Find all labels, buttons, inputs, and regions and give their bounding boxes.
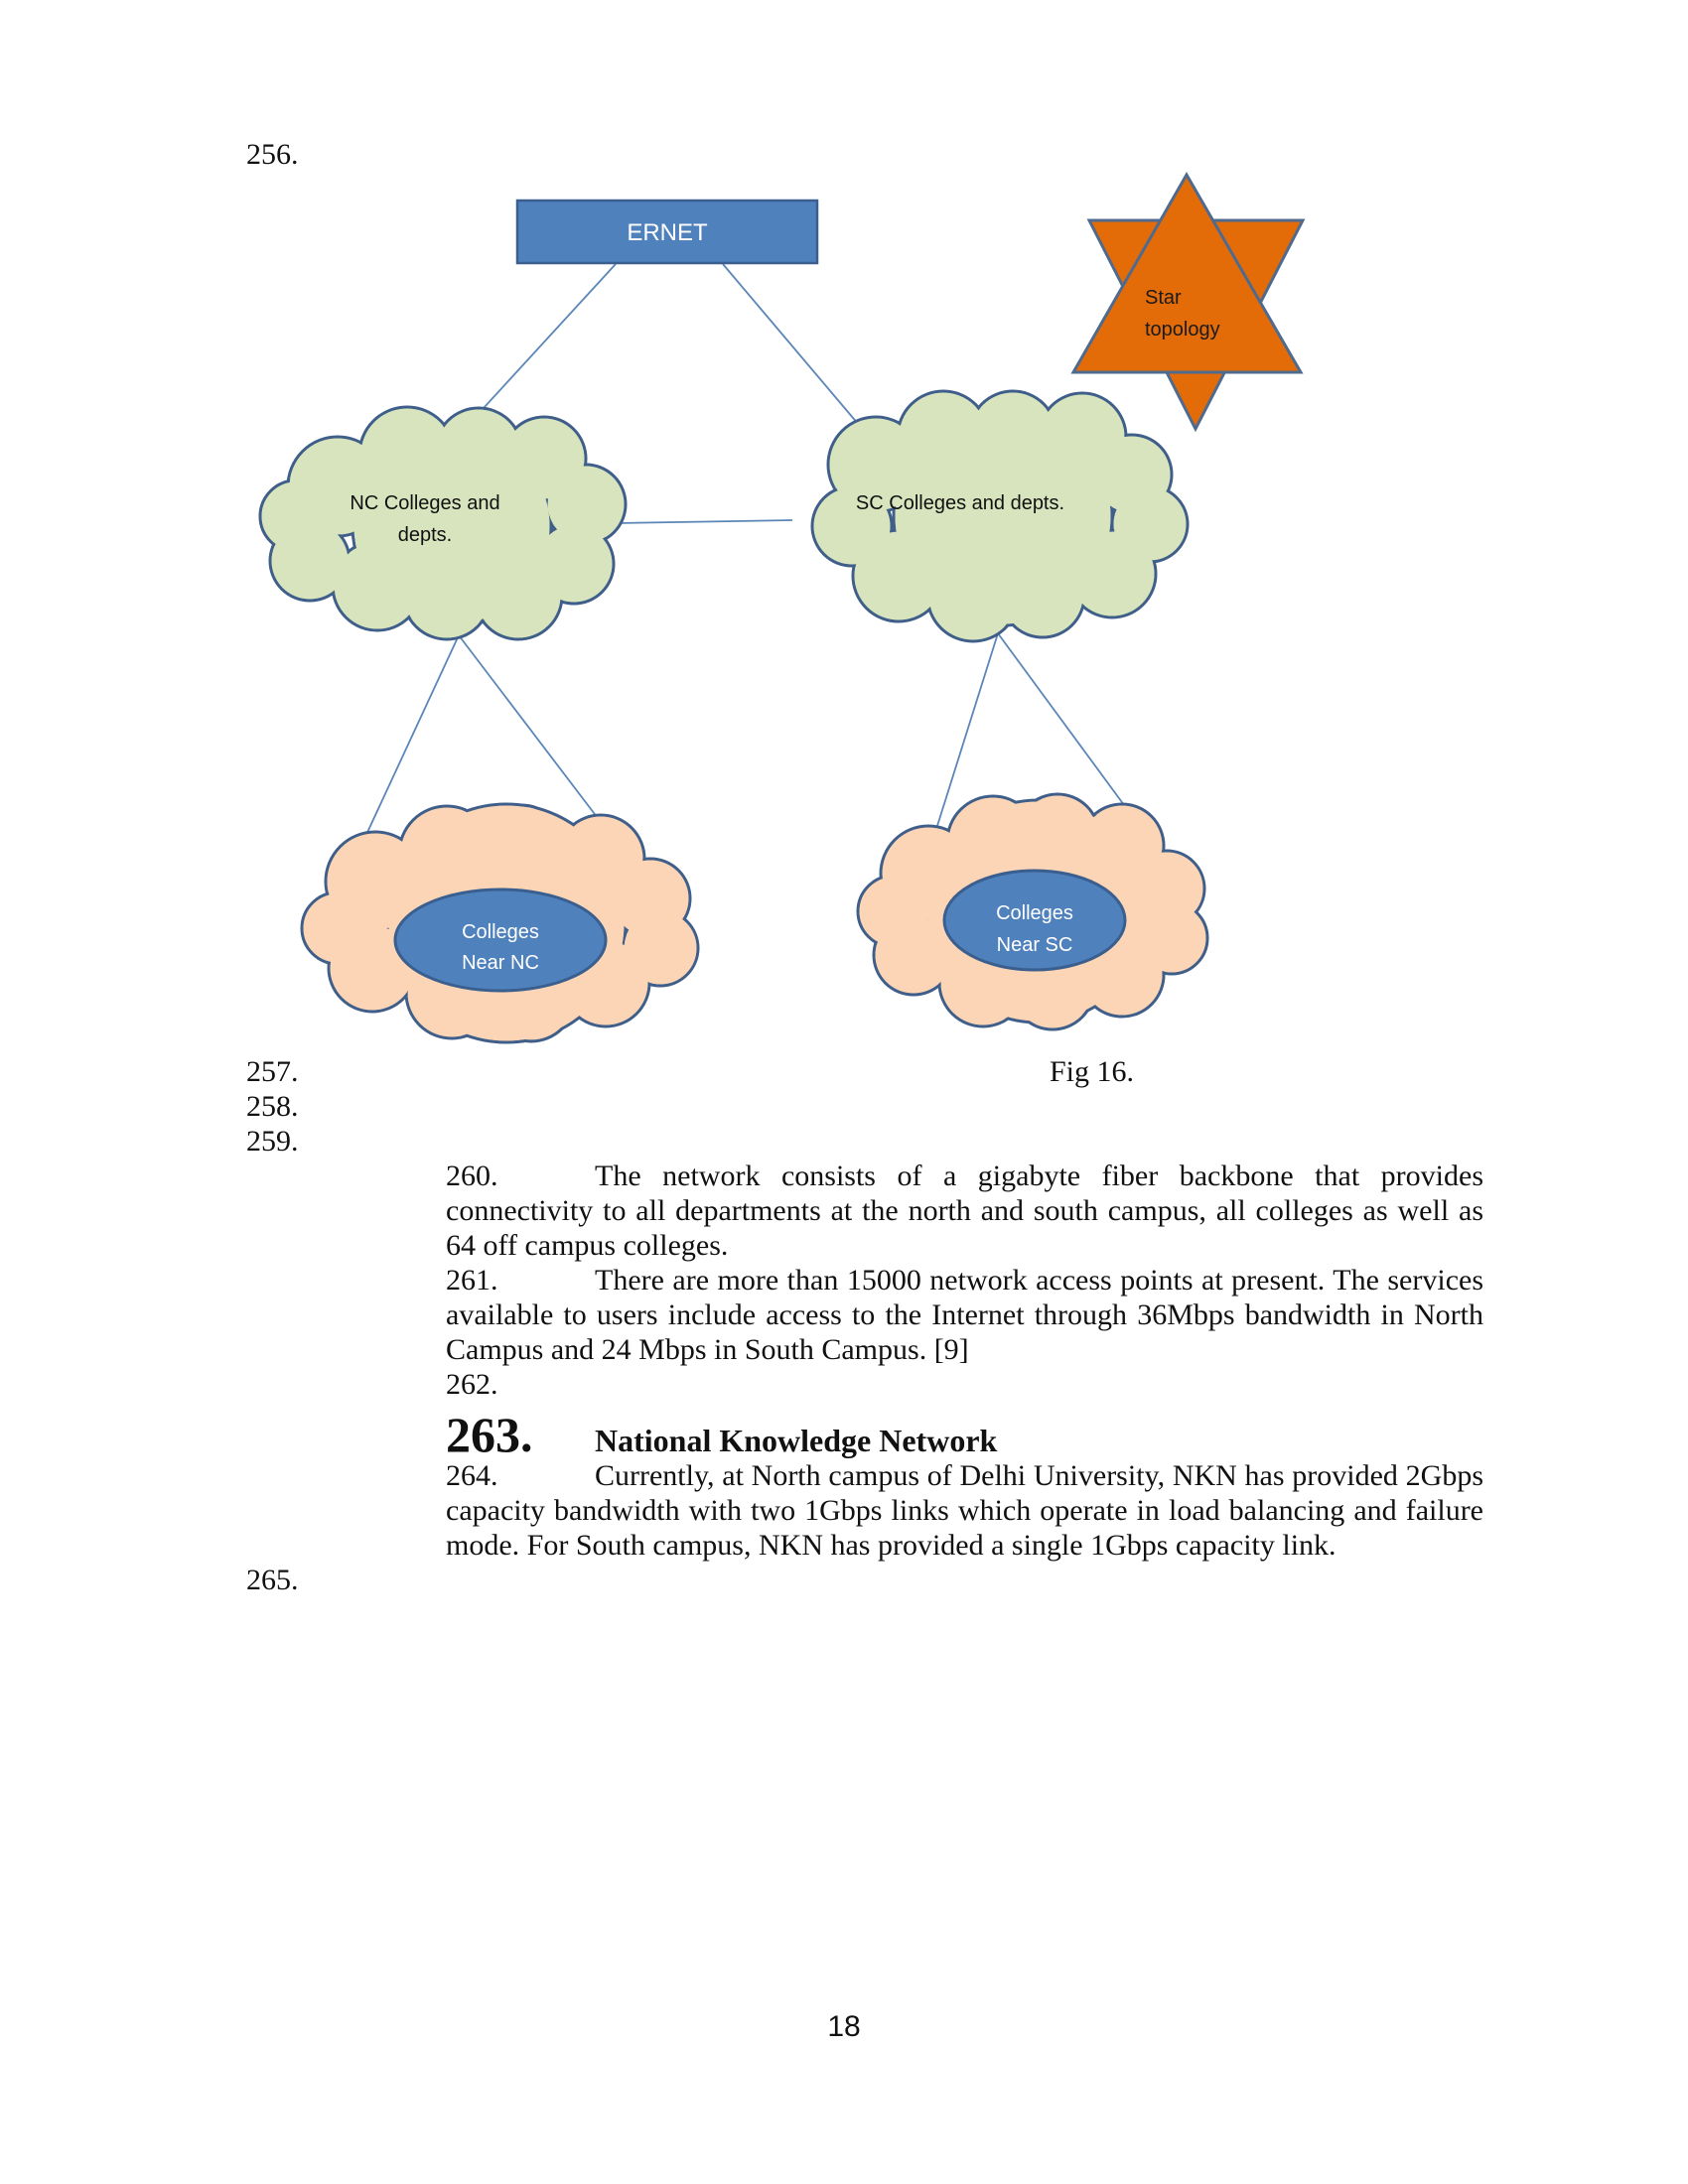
figure-caption: Fig 16. [1050,1055,1135,1088]
section-heading-number: 263. [446,1407,533,1462]
sc-colleges-cloud [812,391,1188,641]
ernet-node [517,201,817,263]
link-nc-sc [618,520,792,523]
paragraph-261-number: 261. [446,1264,498,1297]
nc-cloud-label-line2: depts. [397,524,453,546]
paragraph-264 [446,1458,1483,1563]
near-sc-ellipse [944,871,1125,970]
star-label-line1: Star [1145,287,1182,309]
paragraph-260 [446,1159,1483,1263]
near-nc-label-line2: Near NC [462,952,539,974]
paragraph-261 [446,1263,1483,1367]
line-number-257: 257. [246,1055,299,1088]
link-nc-near-right [459,635,604,826]
ernet-label: ERNET [627,219,708,246]
link-sc-near-right [998,633,1127,809]
near-nc-label-line1: Colleges [462,921,539,943]
section-heading-title: National Knowledge Network [595,1423,998,1458]
sc-cloud-label: SC Colleges and depts. [855,492,1065,514]
paragraph-261-text: There are more than 15000 network access points at present. The services available to users include access to the Internet through 36Mbps bandwidth in North Campus and 24 Mbps in South Campus. [9] [446,1264,1483,1366]
paragraph-262-number: 262. [446,1368,498,1401]
paragraph-264-text: Currently, at North campus of Delhi University, NKN has provided 2Gbps capacity bandwidth with two 1Gbps links which operate in load balancing and failure mode. For South campus, NKN has provided a single 1Gbps capacity link. [446,1459,1483,1562]
paragraph-264-number: 264. [446,1459,498,1492]
link-ernet-nc [462,264,616,432]
near-sc-label-line1: Colleges [996,902,1073,924]
link-ernet-sc [723,264,859,425]
nc-colleges-cloud [260,407,626,639]
body-text-lower [446,1458,1483,1563]
body-text-upper [446,1159,1483,1402]
star-topology-shape [1073,175,1303,429]
nc-cloud-label-line1: NC Colleges and [350,492,500,514]
line-number-259: 259. [246,1125,299,1158]
near-nc-cloud [302,804,698,1042]
near-sc-cloud [858,794,1207,1029]
network-topology-diagram [0,0,1688,1072]
star-label-line2: topology [1145,319,1220,341]
page-number: 18 [827,2010,861,2043]
line-number-258: 258. [246,1090,299,1123]
paragraph-260-text: The network consists of a gigabyte fiber backbone that provides connectivity to all departments at the north and south campus, all colleges as well as 64 off campus colleges. [446,1160,1483,1262]
near-sc-label-line2: Near SC [996,934,1073,956]
paragraph-260-number: 260. [446,1160,498,1192]
paragraph-262 [446,1367,1483,1402]
line-number-256: 256. [246,138,299,171]
near-nc-ellipse [395,889,606,991]
line-number-265: 265. [246,1564,299,1596]
